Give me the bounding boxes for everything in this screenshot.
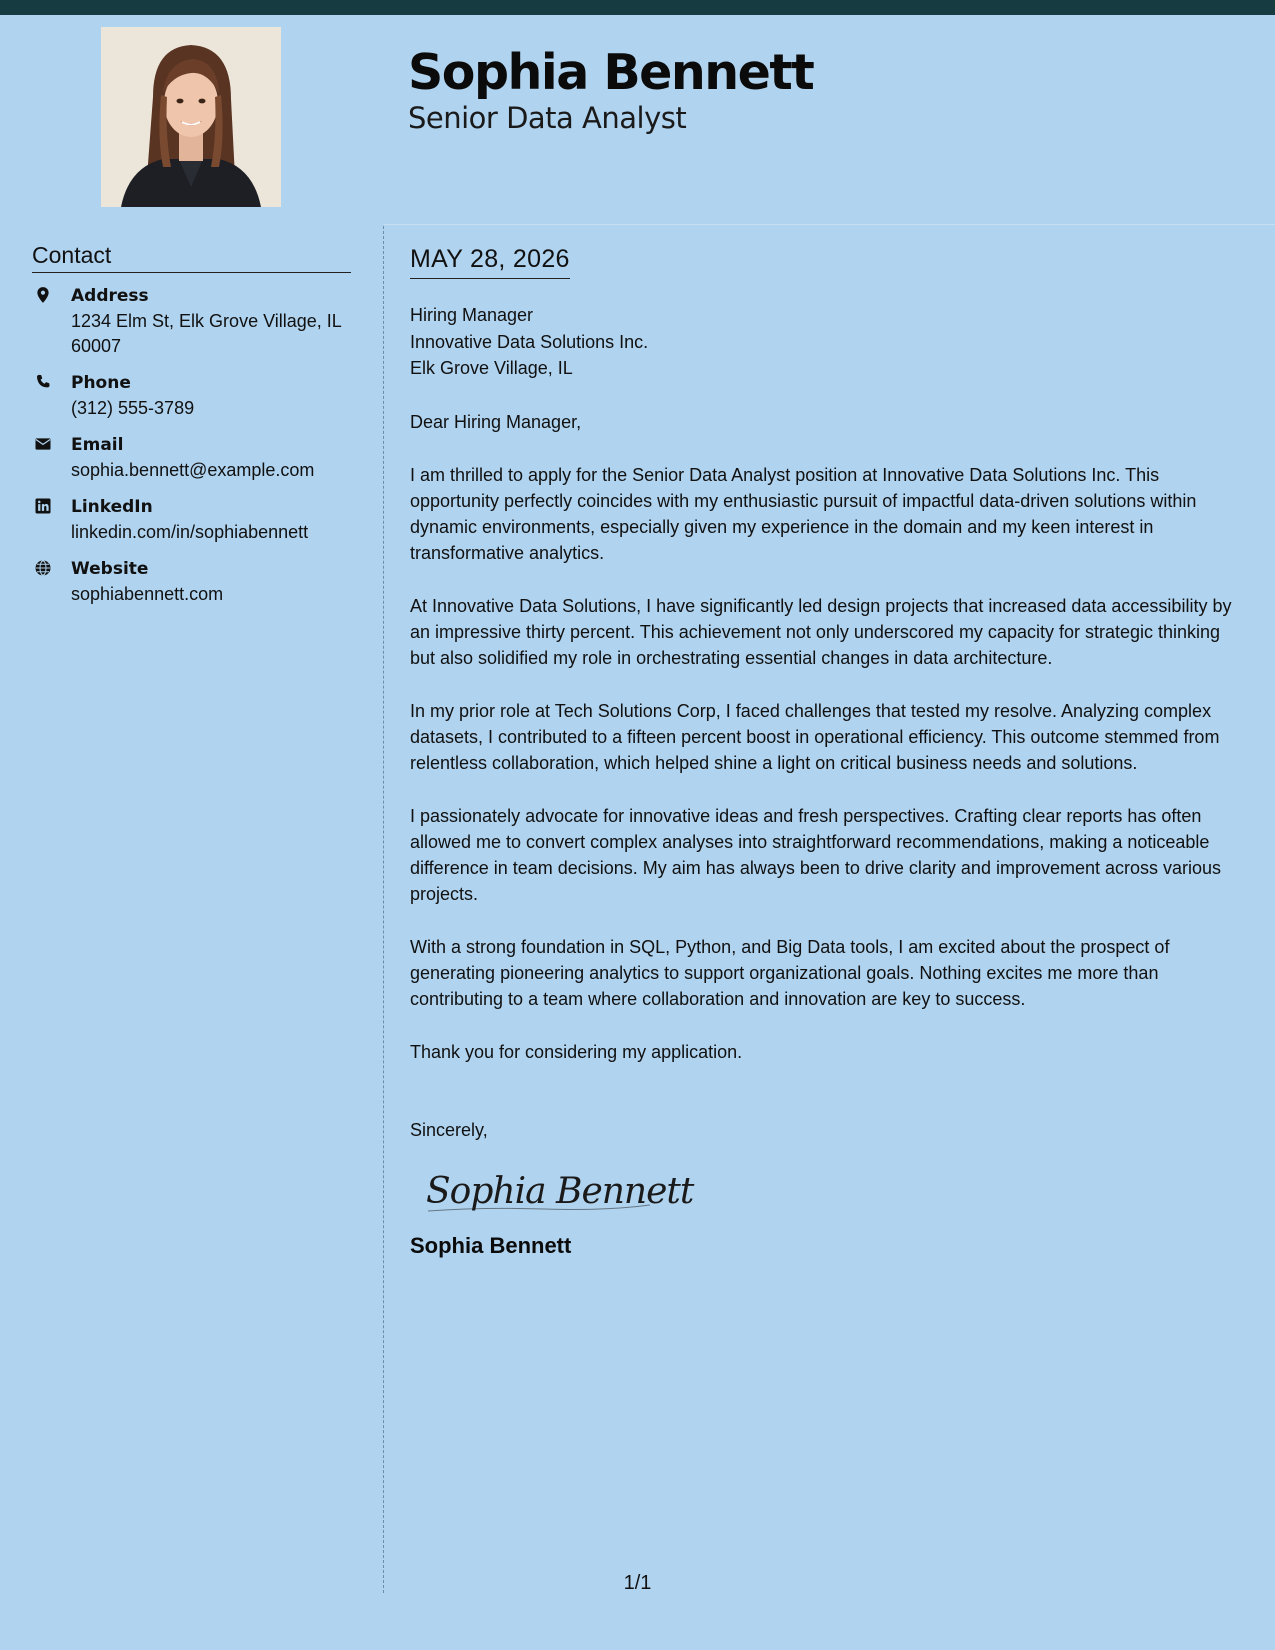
envelope-icon [34,435,52,453]
letter-body [410,302,1250,1259]
top-accent-bar [0,0,1275,15]
handwritten-signature [424,1161,1250,1221]
closing: Sincerely, [410,1119,488,1140]
applicant-job-title: Senior Data Analyst [408,101,687,135]
contact-value-phone: (312) 555-3789 [71,398,195,418]
contact-item-linkedin [32,495,352,545]
header-divider [384,224,1275,225]
contact-item-website [32,557,352,607]
letter-paragraph: With a strong foundation in SQL, Python, and Big Data tools, I am excited about the prospect of generating pioneering analytics to support organizational goals. Nothing excites me more than contributing to a team where collaboration and innovation are key to success. [410,936,1170,1009]
profile-photo [101,27,281,207]
contact-item-address [32,284,352,359]
signature-text: Sophia Bennett [426,1170,694,1212]
letter-date: MAY 28, 2026 [410,243,570,279]
contact-value-linkedin[interactable]: linkedin.com/in/sophiabennett [71,522,309,542]
contact-label: Email [71,435,124,455]
map-pin-icon [34,286,52,304]
letter-paragraph: At Innovative Data Solutions, I have significantly led design projects that increased data accessibility by an impressive thirty percent. This achievement not only underscored my capacity for strategic thinking but also solidified my role in orchestrating essential changes in data architecture. [410,595,1232,668]
contact-label: Phone [71,373,131,393]
applicant-name: Sophia Bennett [408,44,814,101]
contact-value-website[interactable]: sophiabennett.com [71,584,224,604]
signer-name: Sophia Bennett [410,1232,572,1258]
salutation: Dear Hiring Manager, [410,411,582,432]
recipient-block [410,302,1250,382]
contact-label: Website [71,559,149,579]
contact-label: Address [71,286,149,306]
header-block [408,44,813,136]
avatar [101,27,281,207]
contact-item-email [32,433,352,483]
contact-label: LinkedIn [71,497,153,517]
column-divider [383,226,384,1593]
linkedin-icon [34,497,52,515]
contact-list [32,284,352,619]
letter-paragraph: I passionately advocate for innovative ideas and fresh perspectives. Crafting clear reports has often allowed me to convert complex analyses into straightforward recommendations, making a noticeable difference in team decisions. My aim has always been to drive clarity and improvement across various projects. [410,805,1222,904]
letter-paragraph: I am thrilled to apply for the Senior Data Analyst position at Innovative Data Solutions Inc. This opportunity perfectly coincides with my enthusiastic pursuit of impactful data-driven solutions within dynamic environments, especially given my experience in the domain and my keen interest in transformative analytics. [410,464,1197,563]
contact-value-email[interactable]: sophia.bennett@example.com [71,460,315,480]
letter-paragraph: In my prior role at Tech Solutions Corp, I faced challenges that tested my resolve. Analyzing complex datasets, I contributed to a fifteen percent boost in operational efficiency. This outcome stemmed from relentless collaboration, which helped shine a light on critical business needs and solutions. [410,700,1220,773]
recipient-line: Elk Grove Village, IL [410,358,573,378]
letter-paragraph: Thank you for considering my application. [410,1041,743,1062]
recipient-line: Innovative Data Solutions Inc. [410,331,649,352]
globe-icon [34,559,52,577]
contact-value-address: 1234 Elm St, Elk Grove Village, IL 60007 [71,311,342,356]
phone-icon [34,373,52,391]
page-indicator: 1/1 [623,1572,652,1594]
contact-item-phone [32,371,352,421]
contact-heading: Contact [32,241,351,273]
recipient-line: Hiring Manager [410,305,534,325]
